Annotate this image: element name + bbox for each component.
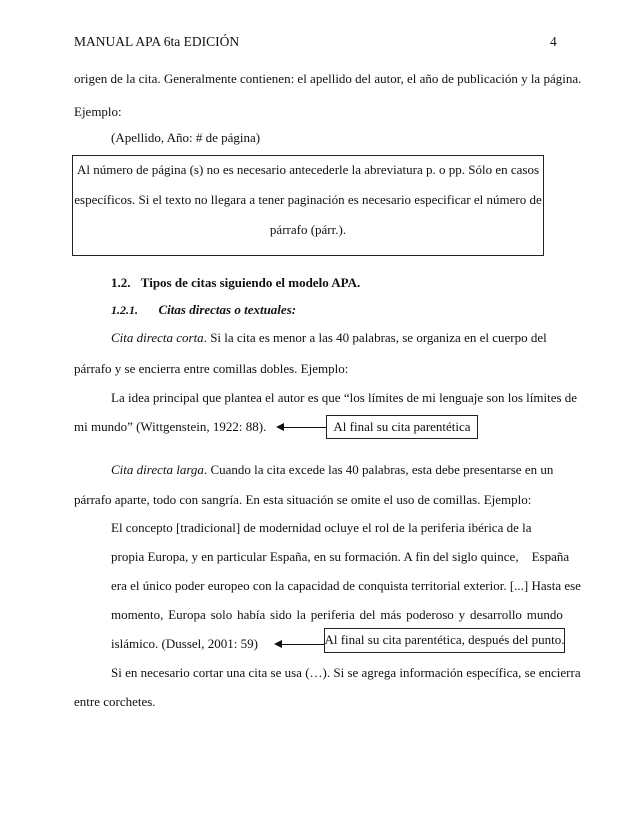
section-title: Tipos de citas siguiendo el modelo APA. (140, 275, 361, 290)
term-cita-larga: Cita directa larga (111, 462, 204, 477)
note-line: párrafo (párr.). (269, 222, 347, 237)
example-citation: (Apellido, Año: # de página) (111, 130, 261, 145)
callout-label: Al final su cita parentética (333, 419, 471, 434)
body-text: . Si la cita es menor a las 40 palabras, se organiza en el cuerpo del (203, 330, 547, 345)
word: mundo (526, 607, 563, 622)
word: más (380, 607, 402, 622)
subsection-heading (111, 302, 296, 318)
body-line: párrafo aparte, todo con sangría. En esta situación se omite el uso de comillas. Ejemplo: (74, 492, 532, 507)
word: había (237, 607, 266, 622)
arrow-line (280, 644, 324, 645)
term-cita-corta: Cita directa corta (111, 330, 204, 345)
quote-line: La idea principal que plantea el autor es que “los límites de mi lenguaje son los límites de (111, 390, 578, 405)
block-quote-line: El concepto [tradicional] de modernidad ocluye el rol de la periferia ibérica de la (111, 520, 532, 535)
word: poderoso (406, 607, 454, 622)
word: periferia (310, 607, 355, 622)
body-line: párrafo y se encierra entre comillas dobles. Ejemplo: (74, 361, 349, 376)
block-quote-line: propia Europa, y en particular España, en su formación. A fin del siglo quince, España (111, 549, 570, 564)
word: Europa (168, 607, 206, 622)
body-line: entre corchetes. (74, 694, 156, 709)
arrow-line (282, 427, 326, 428)
page-number: 4 (550, 34, 557, 49)
body-line: Ejemplo: (74, 104, 122, 119)
block-quote-line-justified (111, 607, 563, 623)
note-line: específicos. Si el texto no llegara a tener paginación es necesario especificar el número de (74, 192, 542, 207)
callout-label: Al final su cita parentética, después del punto. (324, 632, 565, 647)
body-line (111, 330, 547, 346)
word: desarrollo (469, 607, 522, 622)
section-number: 1.2. (111, 275, 131, 290)
body-text: . Cuando la cita excede las 40 palabras, esta debe presentarse en un (203, 462, 554, 477)
word: momento, (111, 607, 164, 622)
body-line: origen de la cita. Generalmente contienen: el apellido del autor, el año de publicación y la página. (74, 71, 582, 86)
word: solo (210, 607, 233, 622)
subsection-number: 1.2.1. (111, 303, 138, 317)
body-line (111, 462, 553, 478)
section-heading (111, 275, 360, 291)
word: sido (270, 607, 292, 622)
subsection-title: Citas directas o textuales: (158, 302, 297, 317)
block-quote-line: islámico. (Dussel, 2001: 59) (111, 636, 258, 651)
body-line: Si en necesario cortar una cita se usa (…). Si se agrega información específica, se encierra (111, 665, 581, 680)
quote-line: mi mundo” (Wittgenstein, 1922: 88). (74, 419, 267, 434)
word: la (296, 607, 306, 622)
note-line: Al número de página (s) no es necesario antecederle la abreviatura p. o pp. Sólo en casos (76, 162, 540, 177)
block-quote-line: era el único poder europeo con la capacidad de conquista territorial exterior. [...] Hasta ese (111, 578, 581, 593)
word: del (359, 607, 376, 622)
running-head: MANUAL APA 6ta EDICIÓN (74, 34, 240, 49)
word: y (458, 607, 466, 622)
